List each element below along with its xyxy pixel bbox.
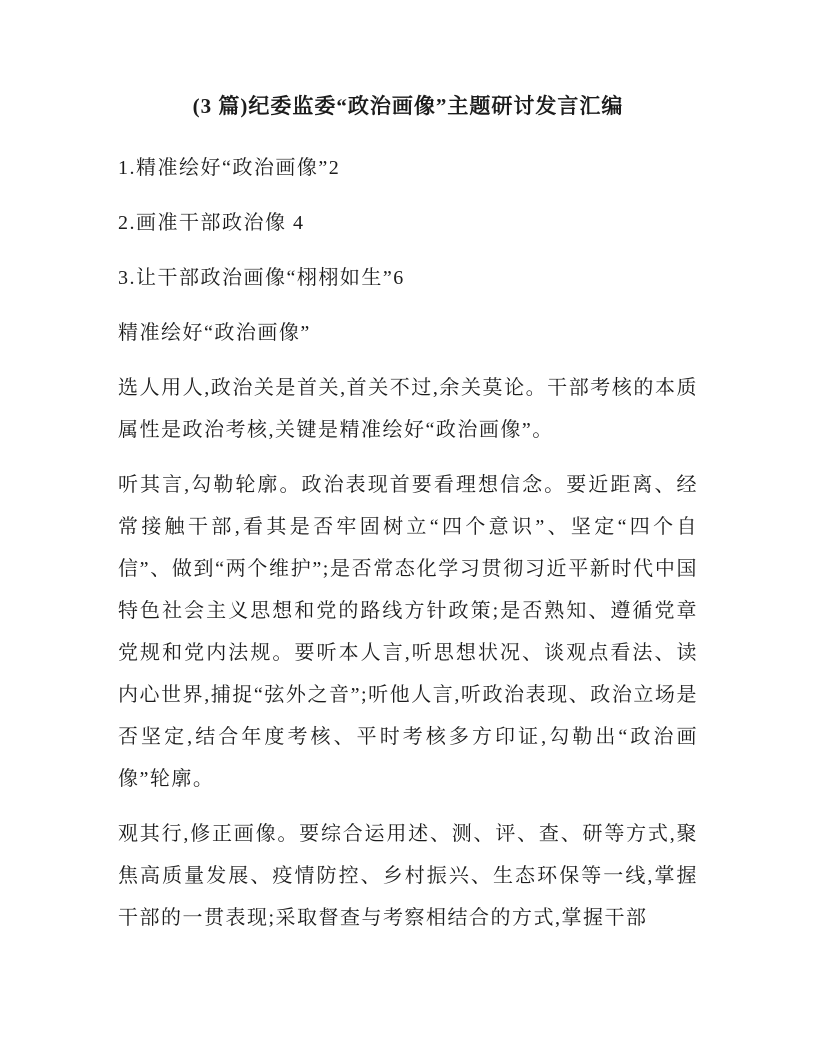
table-of-contents [118,147,698,299]
section-heading: 精准绘好“政治画像” [118,322,311,344]
paragraph-1: 选人用人,政治关是首关,首关不过,余关莫论。干部考核的本质属性是政治考核,关键是精准绘好“政治画像”。 [118,377,698,441]
toc-item-2: 2.画准干部政治像 4 [118,212,305,234]
paragraph-2: 听其言,勾勒轮廓。政治表现首要看理想信念。要近距离、经常接触干部,看其是否牢固树立“四个意识”、坚定“四个自信”、做到“两个维护”;是否常态化学习贯彻习近平新时代中国特色社会主义思想和党的路线方针政策;是否熟知、遵循党章党规和党内法规。要听本人言,听思想状况、谈观点看法、读内心世界,捕捉“弦外之音”;听他人言,听政治表现、政治立场是否坚定,结合年度考核、平时考核多方印证,勾勒出“政治画像”轮廓。 [118,474,698,790]
document-title: (3 篇)纪委监委“政治画像”主题研讨发言汇编 [192,94,624,118]
toc-item-1: 1.精准绘好“政治画像”2 [118,157,341,179]
paragraph-3: 观其行,修正画像。要综合运用述、测、评、查、研等方式,聚焦高质量发展、疫情防控、乡村振兴、生态环保等一线,掌握干部的一贯表现;采取督查与考察相结合的方式,掌握干部 [118,823,698,929]
toc-item-3: 3.让干部政治画像“栩栩如生”6 [118,267,405,289]
